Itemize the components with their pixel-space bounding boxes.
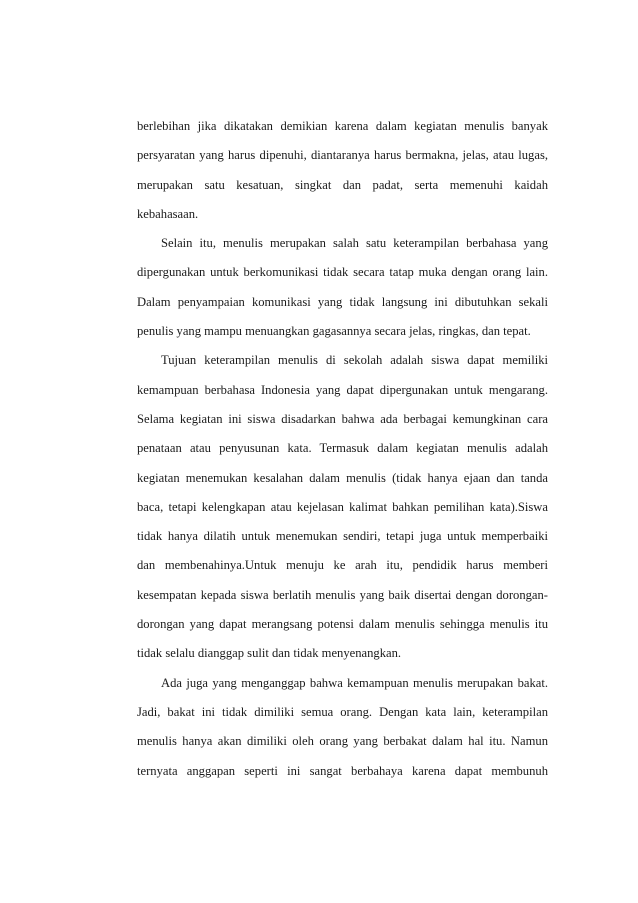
text-line: penulis yang mampu menuangkan gagasannya secara jelas, ringkas, dan tepat.	[137, 324, 531, 339]
text-line: penataan atau penyusunan kata. Termasuk dalam kegiatan menulis adalah	[137, 441, 548, 456]
text-line: tidak hanya dilatih untuk menemukan sendiri, tetapi juga untuk memperbaiki	[137, 529, 548, 544]
text-line: Selama kegiatan ini siswa disadarkan bahwa ada berbagai kemungkinan cara	[137, 411, 548, 426]
text-line: kegiatan menemukan kesalahan dalam menulis (tidak hanya ejaan dan tanda	[137, 470, 548, 485]
text-line: dorongan yang dapat merangsang potensi dalam menulis sehingga menulis itu	[137, 617, 548, 632]
text-line: kesempatan kepada siswa berlatih menulis yang baik disertai dengan dorongan-	[137, 587, 548, 602]
text-line: Tujuan keterampilan menulis di sekolah adalah siswa dapat memiliki	[161, 353, 548, 368]
text-line: Ada juga yang menganggap bahwa kemampuan menulis merupakan bakat.	[161, 675, 548, 690]
text-line: dan membenahinya.Untuk menuju ke arah itu, pendidik harus memberi	[137, 558, 548, 573]
text-line: Dalam penyampaian komunikasi yang tidak langsung ini dibutuhkan sekali	[137, 294, 548, 309]
text-line: baca, tetapi kelengkapan atau kejelasan kalimat bahkan pemilihan kata).Siswa	[137, 499, 548, 514]
text-line: kemampuan berbahasa Indonesia yang dapat dipergunakan untuk mengarang.	[137, 382, 548, 397]
text-line: dipergunakan untuk berkomunikasi tidak secara tatap muka dengan orang lain.	[137, 265, 548, 280]
text-line: persyaratan yang harus dipenuhi, diantaranya harus bermakna, jelas, atau lugas,	[137, 148, 548, 163]
document-body	[137, 118, 548, 792]
text-line: Jadi, bakat ini tidak dimiliki semua orang. Dengan kata lain, keterampilan	[137, 704, 548, 719]
text-line: ternyata anggapan seperti ini sangat berbahaya karena dapat membunuh	[137, 763, 548, 778]
text-line: berlebihan jika dikatakan demikian karena dalam kegiatan menulis banyak	[137, 119, 548, 133]
text-line: merupakan satu kesatuan, singkat dan padat, serta memenuhi kaidah	[137, 177, 548, 192]
text-line: kebahasaan.	[137, 206, 199, 221]
text-line: menulis hanya akan dimiliki oleh orang yang berbakat dalam hal itu. Namun	[137, 734, 548, 749]
text-line: Selain itu, menulis merupakan salah satu keterampilan berbahasa yang	[161, 236, 548, 251]
text-line: tidak selalu dianggap sulit dan tidak menyenangkan.	[137, 646, 402, 661]
